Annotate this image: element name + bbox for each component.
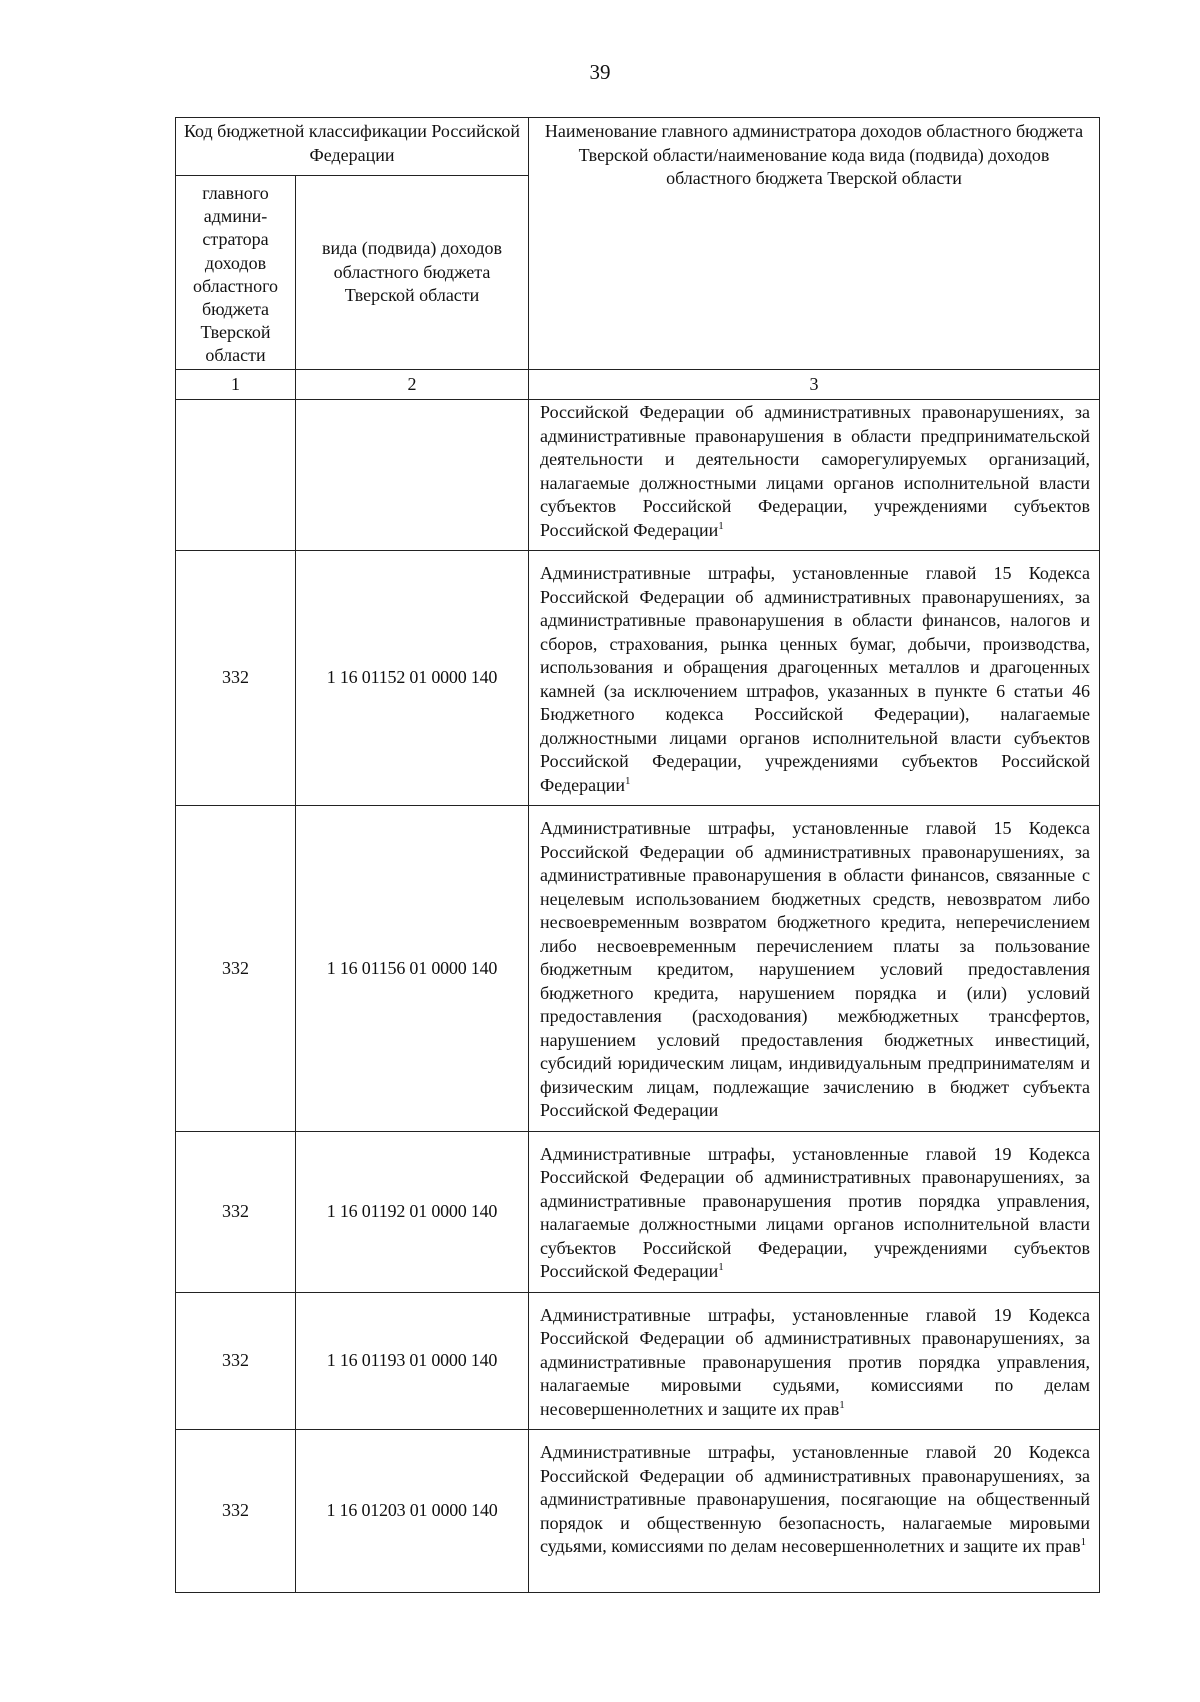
footnote-mark: 1	[718, 1261, 724, 1273]
table-row	[176, 400, 1100, 551]
income-code-cell: 1 16 01193 01 0000 140	[296, 1292, 529, 1430]
footnote-mark: 1	[1080, 1536, 1087, 1548]
column-number: 1	[176, 370, 296, 400]
admin-code-cell: 332	[176, 551, 296, 806]
income-name-cell	[529, 551, 1100, 806]
budget-classification-table	[175, 117, 1100, 1593]
table-row	[176, 551, 1100, 806]
income-name-cell	[529, 1131, 1100, 1292]
table-row	[176, 1131, 1100, 1292]
income-name-text: Административные штрафы, установленные главой 20 Кодекса Российской Федерации об административных правонарушениях, за административные правонарушения, посягающие на общественный порядок и общественную безопасность, налагаемые мировыми судьями, комиссиями по делам несовершеннолетних и защите их прав	[540, 1442, 1090, 1556]
income-name-text: Российской Федерации об административных правонарушениях, за административные правонарушения в области предпринимательской деятельности и деятельности саморегулируемых организаций, налагаемые должностными лицами органов исполнительной власти субъектов Российской Федерации, учреждениями субъектов Российской Федерации	[540, 402, 1090, 540]
admin-code-cell	[176, 400, 296, 551]
header-code-group: Код бюджетной классификации Российской Федерации	[176, 118, 529, 176]
income-name-text: Административные штрафы, установленные главой 19 Кодекса Российской Федерации об административных правонарушениях, за административные правонарушения против порядка управления, налагаемые должностными лицами органов исполнительной власти субъектов Российской Федерации, учреждениями субъектов Российской Федерации	[540, 1143, 1090, 1281]
income-code-cell: 1 16 01192 01 0000 140	[296, 1131, 529, 1292]
income-name-text: Административные штрафы, установленные главой 15 Кодекса Российской Федерации об административных правонарушениях, за административные правонарушения в области финансов, налогов и сборов, страхования, рынка ценных бумаг, добычи, производства, использования и обращения драгоценных металлов и драгоценных камней (за исключением штрафов, указанных в пункте 6 статьи 46 Бюджетного кодекса Российской Федерации), налагаемые должностными лицами органов исполнительной власти субъектов Российской Федерации, учреждениями субъектов Российской Федерации	[540, 563, 1090, 795]
admin-code-cell: 332	[176, 1292, 296, 1430]
income-name-cell	[529, 1292, 1100, 1430]
admin-code-cell: 332	[176, 1131, 296, 1292]
table-row	[176, 1430, 1100, 1593]
income-name-cell	[529, 400, 1100, 551]
column-number-row	[176, 370, 1100, 400]
admin-code-cell: 332	[176, 1430, 296, 1593]
table-row	[176, 1292, 1100, 1430]
table-row	[176, 806, 1100, 1132]
page-number: 39	[589, 60, 611, 84]
income-code-cell	[296, 400, 529, 551]
admin-code-cell: 332	[176, 806, 296, 1132]
column-number: 2	[296, 370, 529, 400]
footnote-mark: 1	[839, 1398, 845, 1411]
income-name-cell	[529, 806, 1100, 1132]
income-name-text: Административные штрафы, установленные главой 15 Кодекса Российской Федерации об административных правонарушениях, за административные правонарушения в области финансов, связанные с нецелевым использованием бюджетных средств, невозвратом либо несвоевременным возвратом бюджетного кредита, неперечислением либо несвоевременным перечислением платы за пользование бюджетным кредитом, нарушением условий предоставления бюджетного кредита, нарушением порядка и (или) условий предоставления (расходования) межбюджетных трансфертов, нарушением условий предоставления бюджетных инвестиций, субсидий юридическим лицам, индивидуальным предпринимателям и физическим лицам, подлежащие зачислению в бюджет субъекта Российской Федерации	[540, 818, 1090, 1120]
footnote-mark: 1	[718, 519, 724, 532]
header-code-column: вида (подвида) доходов областного бюджета Тверской области	[296, 176, 529, 370]
footnote-mark: 1	[625, 774, 631, 787]
income-code-cell: 1 16 01156 01 0000 140	[296, 806, 529, 1132]
income-code-cell: 1 16 01203 01 0000 140	[296, 1430, 529, 1593]
income-code-cell: 1 16 01152 01 0000 140	[296, 551, 529, 806]
header-name-column: Наименование главного администратора доходов областного бюджета Тверской области/наименование кода вида (подвида) доходов областного бюджета Тверской области	[529, 118, 1100, 370]
header-row	[176, 118, 1100, 176]
income-name-text: Административные штрафы, установленные главой 19 Кодекса Российской Федерации об административных правонарушениях, за административные правонарушения против порядка управления, налагаемые мировыми судьями, комиссиями по делам несовершеннолетних и защите их прав	[540, 1304, 1090, 1419]
header-admin-column: главного админи-стратора доходов областного бюджета Тверской области	[176, 176, 296, 370]
income-name-cell	[529, 1430, 1100, 1593]
column-number: 3	[529, 370, 1100, 400]
